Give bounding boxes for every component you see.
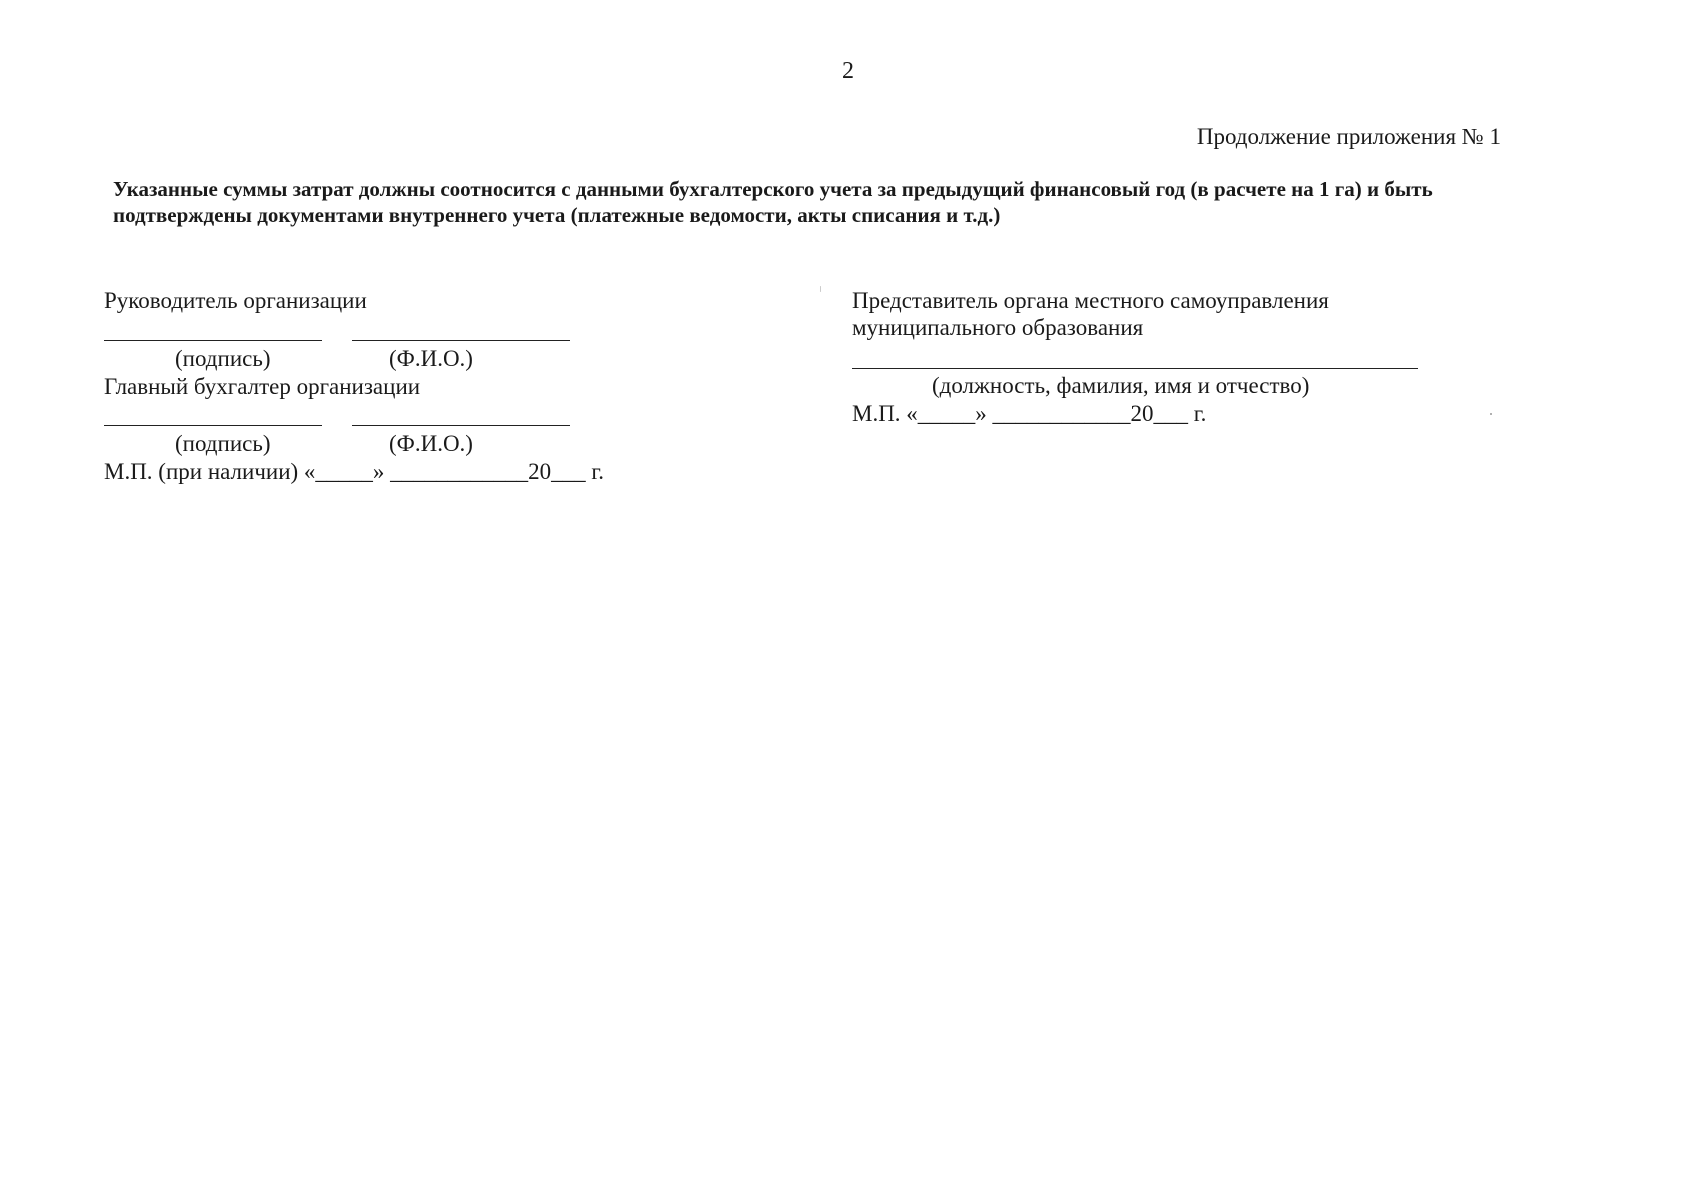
scan-speck [1490, 413, 1492, 415]
page-number: 2 [842, 58, 854, 84]
accountant-name-line [352, 425, 570, 426]
head-signature-line [104, 340, 322, 341]
accountant-name-caption: (Ф.И.О.) [389, 431, 473, 456]
local-government-representative-title: Представитель органа местного самоуправления [852, 288, 1329, 313]
scan-speck [820, 286, 821, 292]
appendix-continuation-note: Продолжение приложения № 1 [1196, 124, 1501, 149]
head-of-organization-title: Руководитель организации [104, 288, 367, 313]
head-name-line [352, 340, 570, 341]
position-name-caption: (должность, фамилия, имя и отчество) [932, 373, 1310, 398]
municipal-formation-title: муниципального образования [852, 315, 1144, 340]
head-name-caption: (Ф.И.О.) [389, 346, 473, 371]
chief-accountant-title: Главный бухгалтер организации [104, 374, 421, 399]
accountant-signature-caption: (подпись) [175, 431, 271, 456]
cost-note-paragraph: Указанные суммы затрат должны соотносится с данными бухгалтерского учета за предыдущий финансовый год (в расчете на 1 га) и быть подтверждены документами внутреннего учета (платежные ведомости, акты списания и т.д.) [113, 177, 1433, 227]
right-stamp-date-line: М.П. «_____» ____________20___ г. [852, 401, 1207, 426]
position-name-line [852, 368, 1418, 369]
accountant-signature-line [104, 425, 322, 426]
head-signature-caption: (подпись) [175, 346, 271, 371]
left-stamp-date-line: М.П. (при наличии) «_____» ____________20___ г. [104, 459, 605, 484]
